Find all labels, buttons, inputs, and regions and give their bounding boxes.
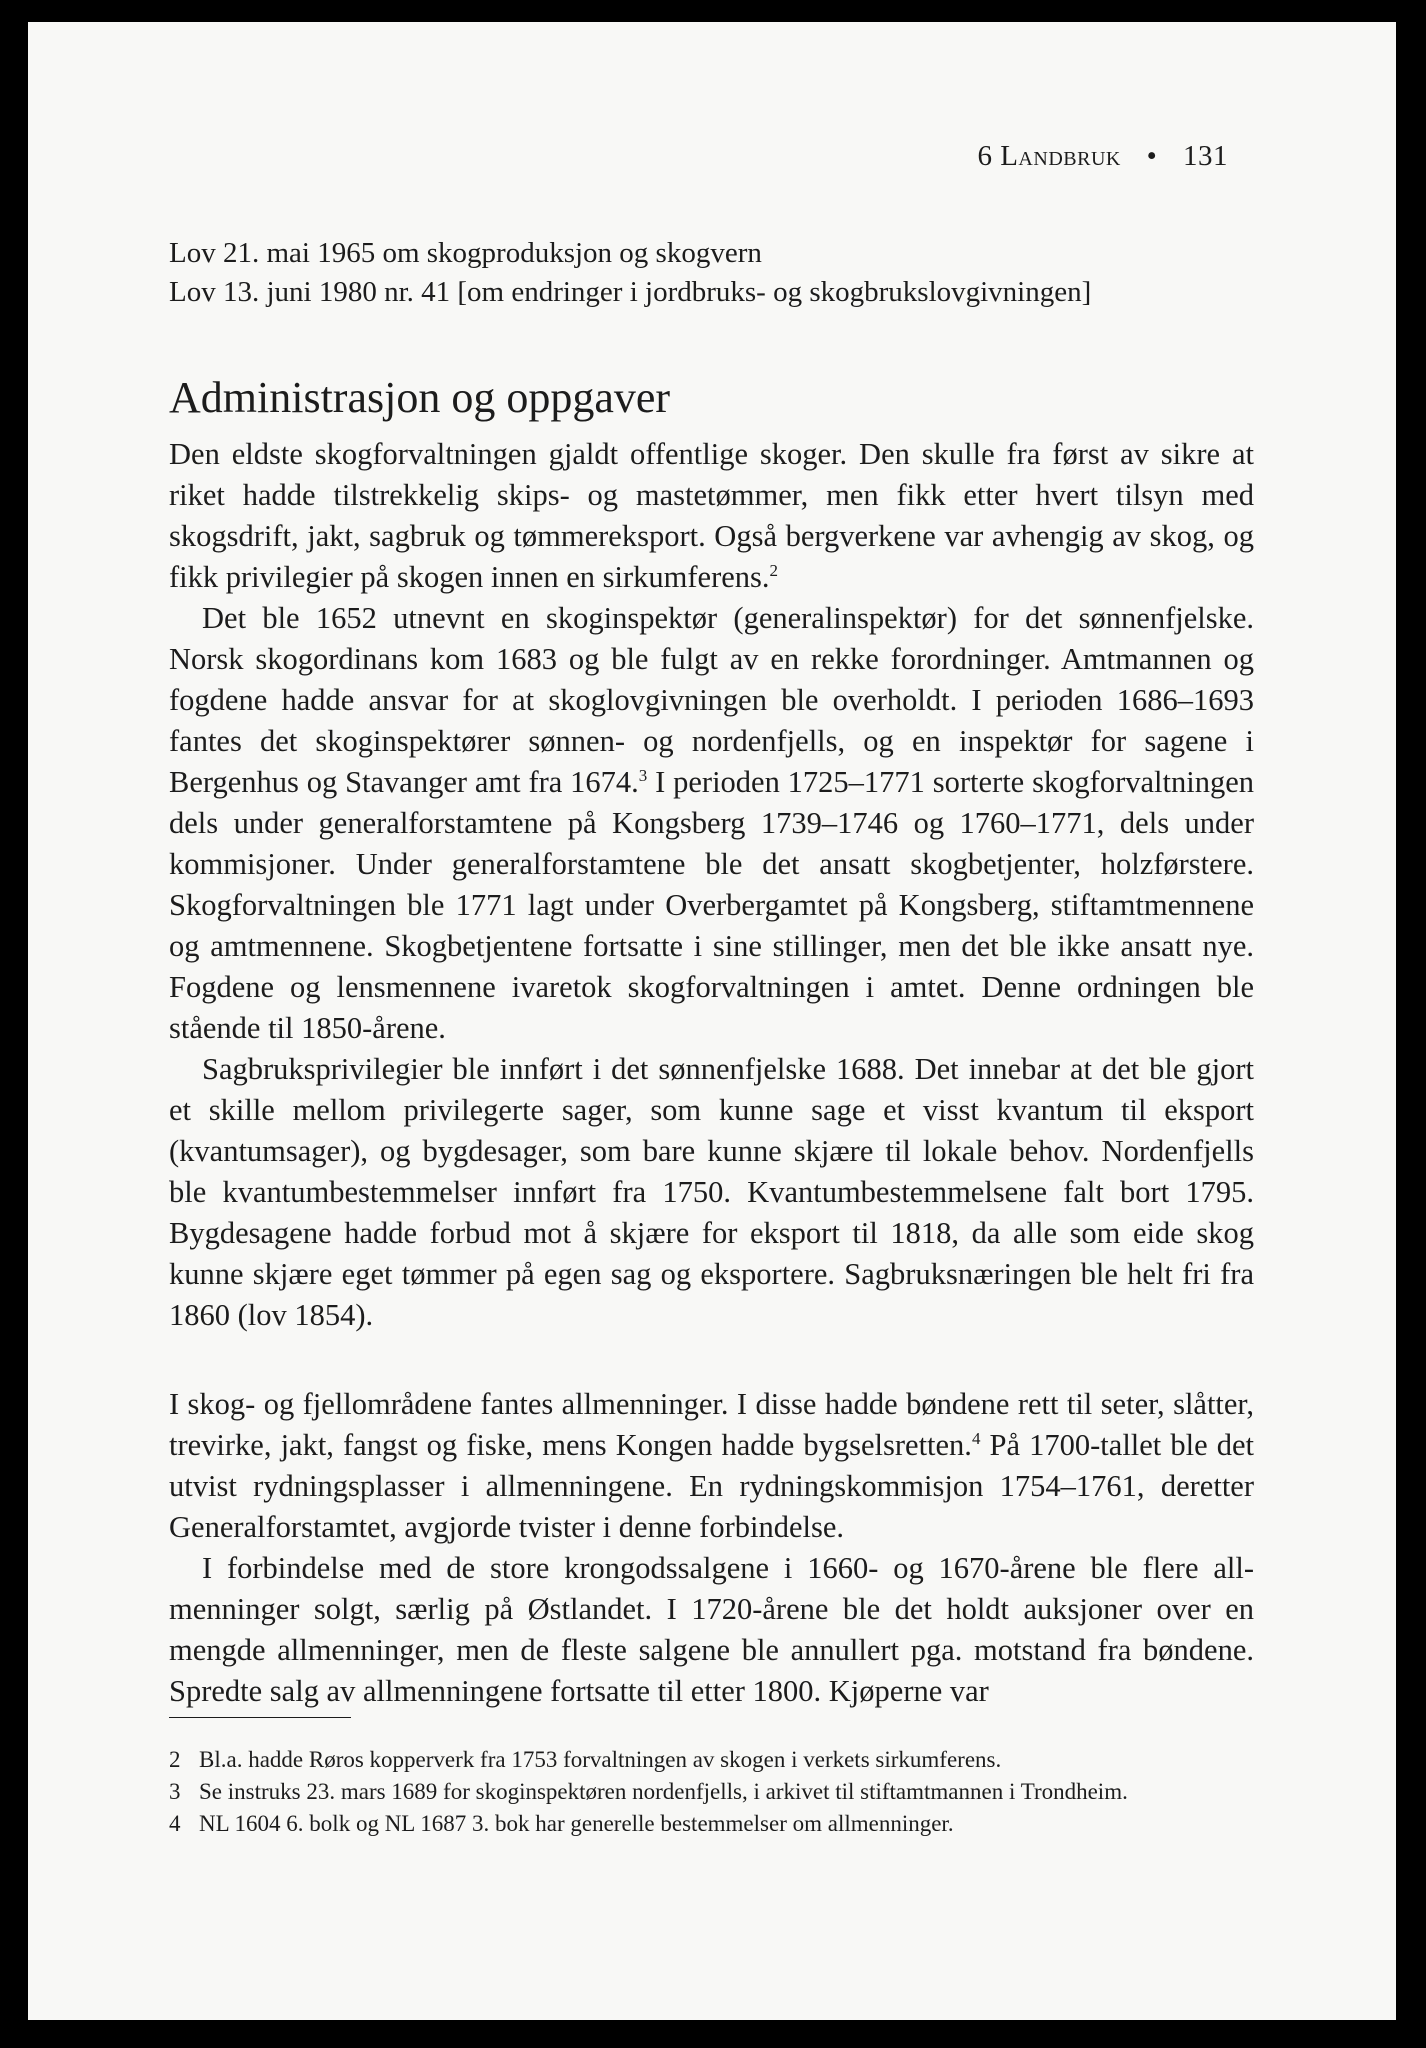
footnotes — [169, 1744, 1259, 1840]
paragraph-1 — [169, 434, 1254, 598]
footnote-ref-3: 3 — [638, 765, 648, 785]
head-separator: • — [1146, 140, 1158, 172]
paragraph-4 — [169, 1384, 1254, 1548]
paragraph-5: I forbindelse med de store krongodssalgene i 1660- og 1670-årene ble flere allmenninger solgt, særlig på Østlandet. I 1720-årene ble det holdt auksjoner over en mengde allmenninger, men de fleste salgene ble annullert pga. motstand fra bøndene. Spredte salg av allmenningene fortsatte til etter 1800. Kjøperne var — [169, 1551, 1254, 1708]
footnote-number: 3 — [169, 1779, 181, 1804]
footnote-4 — [169, 1808, 1259, 1840]
footnote-text: Se instruks 23. mars 1689 for skoginspektøren nordenfjells, i arkivet til stiftamtmannen i Trondheim. — [199, 1779, 1128, 1804]
footnote-number: 4 — [169, 1811, 181, 1836]
chapter-title: Landbruk — [1000, 140, 1121, 172]
footnote-3 — [169, 1776, 1259, 1808]
law-reference-1: Lov 21. mai 1965 om skogproduksjon og skogvern — [169, 237, 762, 269]
section-title: Administrasjon og oppgaver — [169, 373, 671, 422]
footnote-number: 2 — [169, 1747, 181, 1772]
paragraph-4-text-b: På 1700-tallet ble det utvist rydningsplasser i allmenningene. En rydningskommisjon 1754–1761, deretter Generalforstamtet, avgjorde tvister i denne forbindelse. — [169, 1428, 1255, 1544]
footnote-text: NL 1604 6. bolk og NL 1687 3. bok har generelle bestemmelser om allmenninger. — [199, 1811, 954, 1836]
chapter-number: 6 — [977, 140, 993, 172]
law-reference-2: Lov 13. juni 1980 nr. 41 [om endringer i jordbruks- og skogbrukslovgivningen] — [169, 276, 1092, 308]
page-number: 131 — [1183, 140, 1228, 172]
footnote-ref-4: 4 — [971, 1428, 981, 1448]
paragraph-2-text-b: I perioden 1725–1771 sorterte skogforvaltningen dels under generalforstamtene på Kongsberg 1739–1746 og 1760–1771, dels under kommisjoner. Under generalforstamtene ble det ansatt skogbetjenter, holzførstere. Skogforvaltningen ble 1771 lagt under Overbergamtet på Kongsberg, stiftamtmennene og amtmennene. Skogbetjentene fortsatte i sine stillinger, men det ble ikke ansatt nye. Fogdene og lensmennene ivaretok skogforvaltningen i amtet. Denne ordningen ble stående til 1850-årene. — [169, 765, 1254, 1045]
paragraph-3: Sagbruksprivilegier ble innført i det sønnenfjelske 1688. Det innebar at det ble gjort et skille mellom privilegerte sager, som kunne sage et visst kvantum til eksport (kvantumsager), og bygdesager, som bare kunne skjære til lokale behov. Nordenfjells ble kvantumbestemmelser innført fra 1750. Kvantumbestemmelsene falt bort 1795. Bygdesagene hadde forbud mot å skjære for eksport til 1818, da alle som eide skog kunne skjære eget tømmer på egen sag og eksportere. Sagbruksnæringen ble helt fri fra 1860 (lov 1854). — [169, 1052, 1254, 1332]
body-text-block-1 — [169, 434, 1254, 1336]
paragraph-2-text-a: Det ble 1652 utnevnt en skoginspektør (generalinspektør) for det sønnenfjelske. Norsk skogordinans kom 1683 og ble fulgt av en rekke forordninger. Amtmannen og fogdene hadde ansvar for at skoglovgivningen ble overholdt. I perioden 1686–1693 fantes det skoginspektører sønnen- og nordenfjells, og en inspektør for sagene i Bergenhus og Stavanger amt fra 1674. — [169, 601, 1254, 799]
footnote-text: Bl.a. hadde Røros kopperverk fra 1753 forvaltningen av skogen i verkets sirkumferens. — [199, 1747, 1002, 1772]
paragraph-2 — [169, 598, 1254, 1049]
footnote-2 — [169, 1744, 1259, 1776]
footnote-divider — [169, 1717, 351, 1718]
footnote-ref-2: 2 — [769, 560, 779, 580]
book-page — [28, 22, 1396, 2020]
paragraph-4-text-a: I skog- og fjellområdene fantes allmenninger. I disse hadde bøndene rett til seter, slåtter, trevirke, jakt, fangst og fiske, mens Kongen hadde bygselsretten. — [169, 1387, 1254, 1462]
paragraph-1-text: Den eldste skogforvaltningen gjaldt offentlige skoger. Den skulle fra først av sikre at riket hadde tilstrekkelig skips- og mastetømmer, men fikk etter hvert tilsyn med skogsdrift, jakt, sagbruk og tømmereksport. Også bergverkene var avhengig av skog, og fikk privilegier på skogen innen en sirkumferens. — [169, 437, 1254, 594]
law-references — [169, 234, 1269, 312]
body-text-block-2 — [169, 1384, 1254, 1712]
running-head — [977, 140, 1228, 173]
